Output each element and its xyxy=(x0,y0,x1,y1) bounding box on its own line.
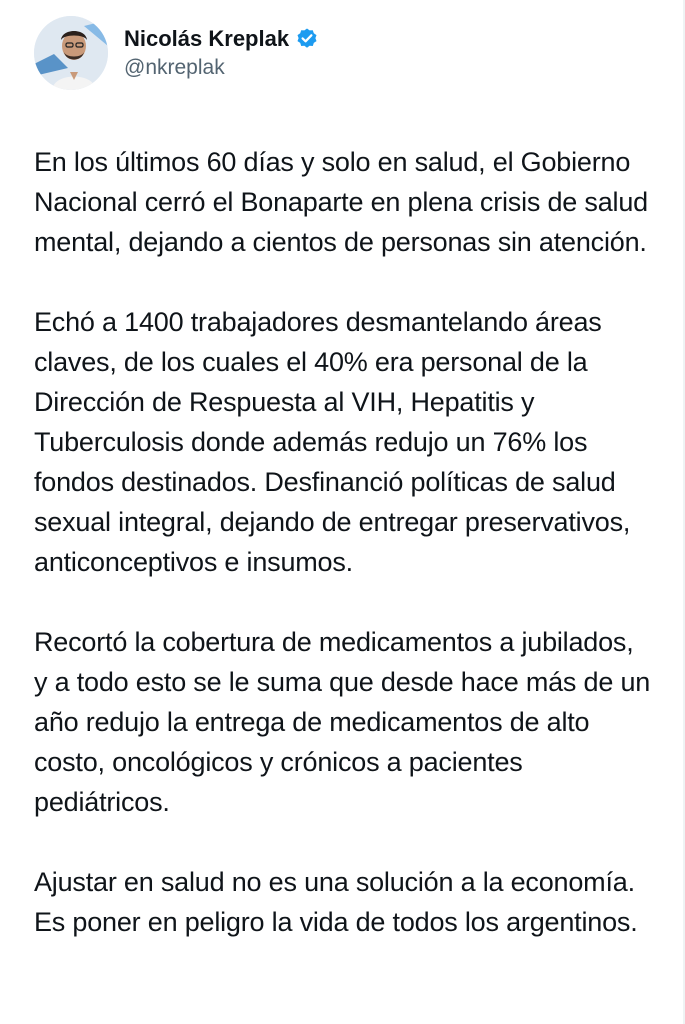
tweet-paragraph-3: Recortó la cobertura de medicamentos a jubilados, y a todo esto se le suma que desde hace más de un año redujo la entrega de medicamentos de alto costo, oncológicos y crónicos a pacientes pediátricos. xyxy=(34,627,651,817)
verified-badge-icon xyxy=(295,27,319,51)
name-row xyxy=(124,24,319,54)
author-identity xyxy=(124,24,319,82)
author-display-name[interactable]: Nicolás Kreplak xyxy=(124,26,290,51)
tweet-paragraph-1: En los últimos 60 días y solo en salud, el Gobierno Nacional cerró el Bonaparte en plena crisis de salud mental, dejando a cientos de personas sin atención. xyxy=(34,147,648,257)
avatar-image xyxy=(34,16,108,90)
tweet-header xyxy=(34,12,651,94)
avatar[interactable] xyxy=(34,16,108,90)
tweet-paragraph-4: Ajustar en salud no es una solución a la economía. Es poner en peligro la vida de todos los argentinos. xyxy=(34,867,638,937)
tweet-text xyxy=(34,142,654,942)
author-handle[interactable]: @nkreplak xyxy=(124,56,225,79)
tweet-paragraph-2: Echó a 1400 trabajadores desmantelando áreas claves, de los cuales el 40% era personal de la Dirección de Respuesta al VIH, Hepatitis y Tuberculosis donde además redujo un 76% los fondos destinados. Desfinanció políticas de salud sexual integral, dejando de entregar preservativos, anticonceptivos e insumos. xyxy=(34,307,631,577)
